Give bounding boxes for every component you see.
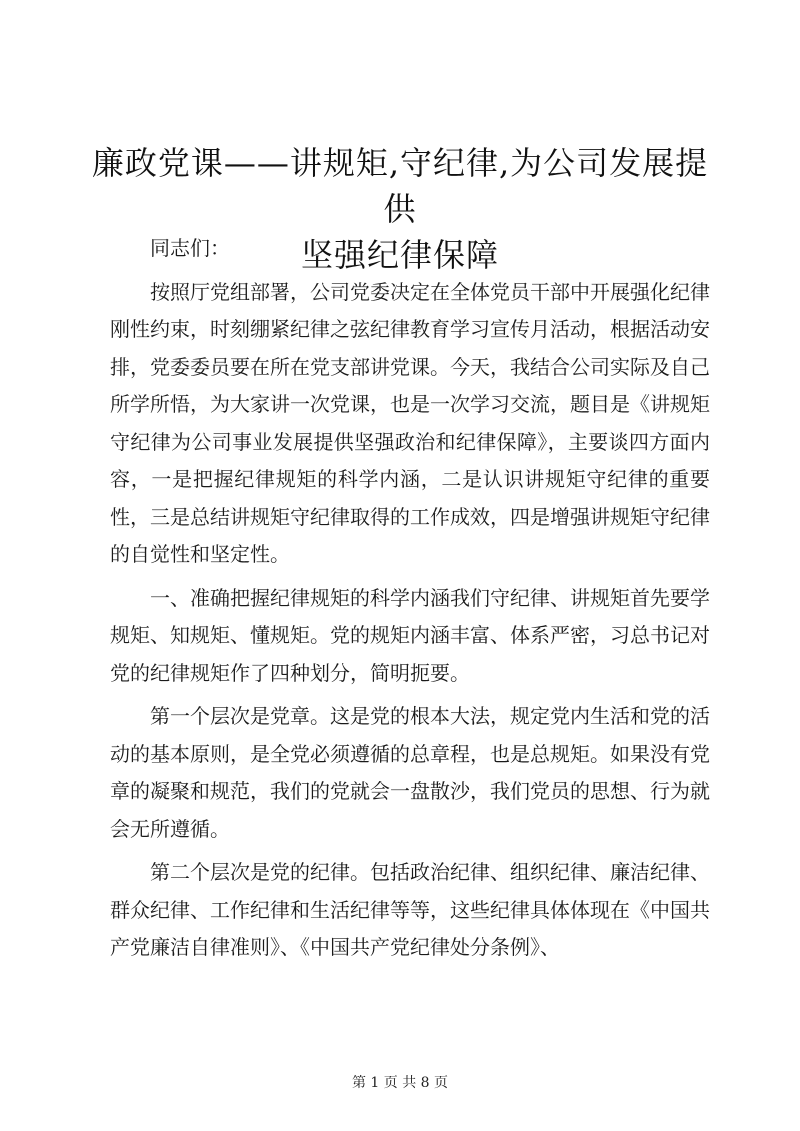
document-body <box>110 230 710 973</box>
paragraph-3: 第一个层次是党章。这是党的根本大法，规定党内生活和党的活动的基本原则，是全党必须遵循的总章程，也是总规矩。如果没有党章的凝聚和规范，我们的党就会一盘散沙，我们党员的思想、行为就会无所遵循。 <box>110 704 710 841</box>
paragraph-1: 按照厅党组部署，公司党委决定在全体党员干部中开展强化纪律刚性约束，时刻绷紧纪律之弦纪律教育学习宣传月活动，根据活动安排，党委委员要在所在党支部讲党课。今天，我结合公司实际及自己所学所悟，为大家讲一次党课，也是一次学习交流，题目是《讲规矩守纪律为公司事业发展提供坚强政治和纪律保障》，主要谈四方面内容，一是把握纪律规矩的科学内涵，二是认识讲规矩守纪律的重要性，三是总结讲规矩守纪律取得的工作成效，四是增强讲规矩守纪律的自觉性和坚定性。 <box>110 279 710 566</box>
title-line-2: 坚强纪律保障 <box>300 236 499 274</box>
page-footer: 第 1 页 共 8 页 <box>351 1075 449 1091</box>
salutation: 同志们： <box>150 236 230 260</box>
paragraph-4: 第二个层次是党的纪律。包括政治纪律、组织纪律、廉洁纪律、群众纪律、工作纪律和生活纪律等等，这些纪律具体体现在《中国共产党廉洁自律准则》、《中国共产党纪律处分条例》、 <box>110 860 710 959</box>
title-line-1: 廉政党课——讲规矩,守纪律,为公司发展提供 <box>91 144 709 228</box>
paragraph-2: 一、准确把握纪律规矩的科学内涵我们守纪律、讲规矩首先要学规矩、知规矩、懂规矩。党的规矩内涵丰富、体系严密，习总书记对党的纪律规矩作了四种划分，简明扼要。 <box>110 585 710 685</box>
